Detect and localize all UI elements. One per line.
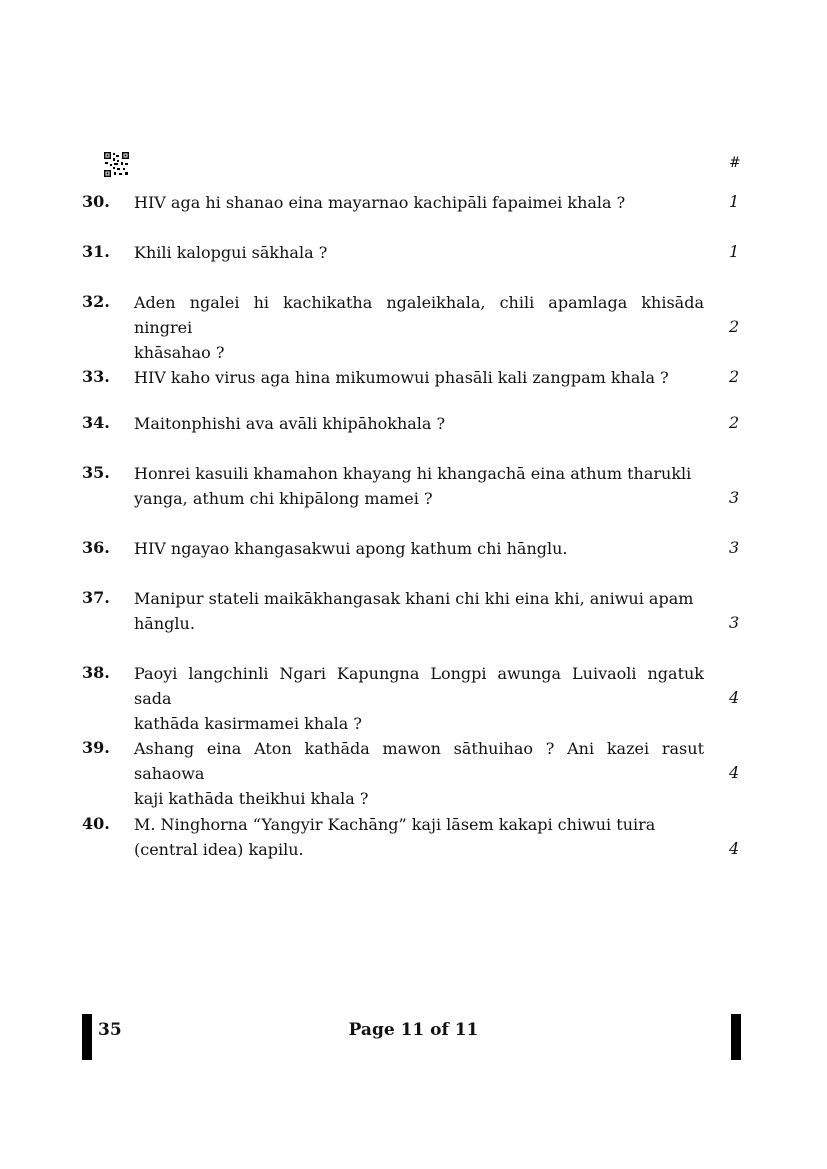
qr-code-icon xyxy=(104,152,129,177)
question-number: 34. xyxy=(82,413,110,432)
question-marks: 2 xyxy=(729,317,740,336)
question-text: HIV kaho virus aga hina mikumowui phasāli kali zangpam khala ? xyxy=(134,368,669,387)
question-text: HIV aga hi shanao eina mayarnao kachipāli fapaimei khala ? xyxy=(134,193,626,212)
question-marks: 1 xyxy=(729,192,740,211)
question-marks: 4 xyxy=(729,688,740,707)
question-number: 36. xyxy=(82,538,110,557)
paper-code: 35 xyxy=(98,1020,122,1040)
question-number: 38. xyxy=(82,663,110,682)
question-marks: 1 xyxy=(729,242,740,261)
question-marks: 4 xyxy=(729,839,740,858)
question-number: 33. xyxy=(82,367,110,386)
question-number: 35. xyxy=(82,463,110,482)
question-number: 39. xyxy=(82,738,110,757)
question-number: 37. xyxy=(82,588,110,607)
question-text: Aden ngalei hi kachikatha ngaleikhala, chili apamlaga khisāda ningrei khāsahao ? xyxy=(134,293,704,362)
page-marker: # xyxy=(729,155,741,171)
page-number: Page 11 of 11 xyxy=(348,1020,479,1040)
question-number: 40. xyxy=(82,814,110,833)
question-text: M. Ninghorna “Yangyir Kachāng” kaji lāsem kakapi chiwui tuira (central idea) kapilu. xyxy=(134,815,656,859)
question-marks: 3 xyxy=(729,488,740,507)
question-number: 31. xyxy=(82,242,110,261)
question-marks: 4 xyxy=(729,763,740,782)
question-marks: 3 xyxy=(729,613,740,632)
question-number: 30. xyxy=(82,192,110,211)
question-number: 32. xyxy=(82,292,110,311)
question-text: Maitonphishi ava avāli khipāhokhala ? xyxy=(134,414,446,433)
question-text: HIV ngayao khangasakwui apong kathum chi hānglu. xyxy=(134,539,568,558)
question-marks: 2 xyxy=(729,413,740,432)
question-text: Paoyi langchinli Ngari Kapungna Longpi awunga Luivaoli ngatuk sada kathāda kasirmamei khala ? xyxy=(134,664,704,733)
question-text: Khili kalopgui sākhala ? xyxy=(134,243,328,262)
question-text: Manipur stateli maikākhangasak khani chi khi eina khi, aniwui apam hānglu. xyxy=(134,589,694,633)
question-text: Honrei kasuili khamahon khayang hi khangachā eina athum tharukli yanga, athum chi khipālong mamei ? xyxy=(134,464,692,508)
question-marks: 3 xyxy=(729,538,740,557)
question-text: Ashang eina Aton kathāda mawon sāthuihao ? Ani kazei rasut sahaowa kaji kathāda theikhui khala ? xyxy=(134,739,704,808)
question-marks: 2 xyxy=(729,367,740,386)
